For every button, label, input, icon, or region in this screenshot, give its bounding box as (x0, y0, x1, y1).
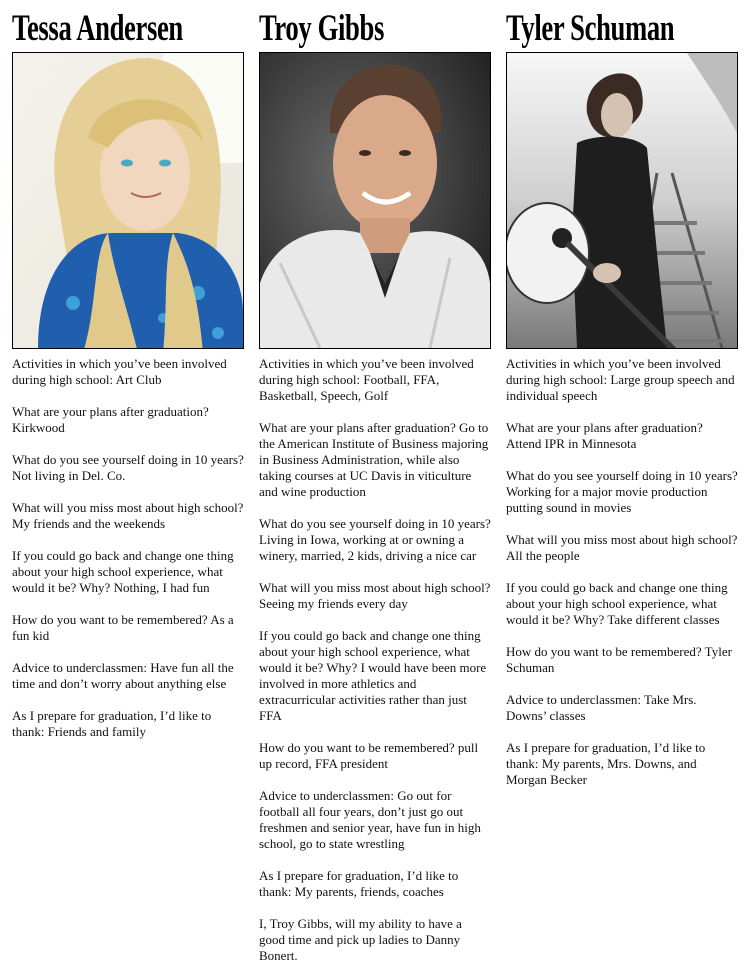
student-portrait-photo (12, 52, 244, 349)
qa-item: How do you want to be remembered? As a fun kid (12, 612, 234, 643)
student-profile-troy (259, 0, 491, 980)
qa-item: How do you want to be remembered? Tyler Schuman (506, 644, 732, 675)
question-answer-list (12, 356, 244, 740)
qa-item: Advice to underclassmen: Have fun all the time and don’t worry about anything else (12, 660, 234, 691)
student-portrait-photo (506, 52, 738, 349)
qa-item: As I prepare for graduation, I’d like to thank: My parents, Mrs. Downs, and Morgan Becker (506, 740, 706, 787)
qa-item: What do you see yourself doing in 10 years? Living in Iowa, working at or owning a winery, married, 2 kids, driving a nice car (259, 516, 491, 563)
qa-item: Advice to underclassmen: Go out for football all four years, don’t just go out freshmen and senior year, have fun in high school, go to state wrestling (259, 788, 481, 851)
student-profile-tyler (506, 0, 738, 804)
qa-item: What do you see yourself doing in 10 years? Not living in Del. Co. (12, 452, 244, 483)
student-portrait-photo (259, 52, 491, 349)
qa-item: Activities in which you’ve been involved during high school: Large group speech and individual speech (506, 356, 735, 403)
question-answer-list (506, 356, 738, 788)
question-answer-list (259, 356, 491, 964)
student-name: Tessa Andersen (12, 8, 183, 49)
qa-item: What will you miss most about high school? All the people (506, 532, 738, 563)
qa-item: What are your plans after graduation? Attend IPR in Minnesota (506, 420, 703, 451)
student-name: Troy Gibbs (259, 8, 384, 49)
qa-item: If you could go back and change one thing about your high school experience, what would it be? Why? Nothing, I had fun (12, 548, 234, 595)
qa-item: I, Troy Gibbs, will my ability to have a good time and pick up ladies to Danny Bonert. (259, 916, 462, 963)
qa-item: As I prepare for graduation, I’d like to thank: My parents, friends, coaches (259, 868, 459, 899)
student-name: Tyler Schuman (506, 8, 675, 49)
qa-item: What will you miss most about high school? Seeing my friends every day (259, 580, 491, 611)
qa-item: If you could go back and change one thing about your high school experience, what would it be? Why? Take different classes (506, 580, 728, 627)
qa-item: What are your plans after graduation? Go to the American Institute of Business majoring in Business Administration, while also taking courses at UC Davis in viticulture and wine production (259, 420, 489, 499)
qa-item: If you could go back and change one thing about your high school experience, what would it be? Why? I would have been more involved in more athletics and extracurricular activities rather than just FFA (259, 628, 487, 723)
qa-item: How do you want to be remembered? pull up record, FFA president (259, 740, 479, 771)
qa-item: Activities in which you’ve been involved during high school: Art Club (12, 356, 227, 387)
qa-item: What will you miss most about high school? My friends and the weekends (12, 500, 244, 531)
qa-item: What are your plans after graduation? Kirkwood (12, 404, 209, 435)
qa-item: As I prepare for graduation, I’d like to thank: Friends and family (12, 708, 212, 739)
student-profile-tessa (12, 0, 244, 756)
qa-item: Activities in which you’ve been involved during high school: Football, FFA, Basketball, Speech, Golf (259, 356, 474, 403)
qa-item: Advice to underclassmen: Take Mrs. Downs’ classes (506, 692, 697, 723)
qa-item: What do you see yourself doing in 10 years? Working for a major movie production putting sound in movies (506, 468, 738, 515)
